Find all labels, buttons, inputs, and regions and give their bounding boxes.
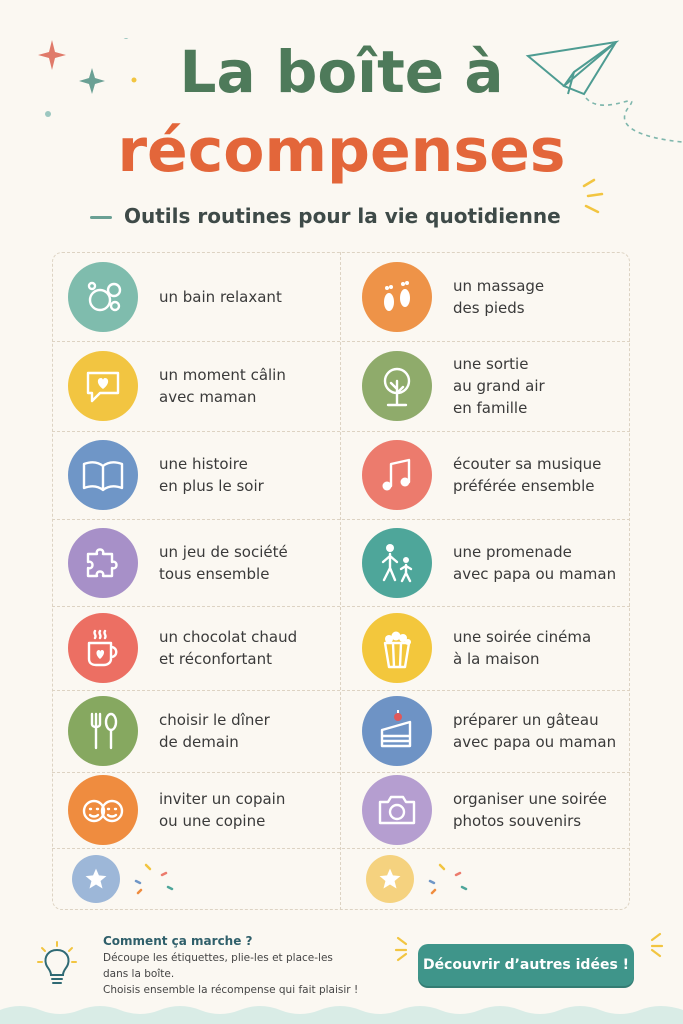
confetti-decoration xyxy=(132,863,182,901)
grid-divider xyxy=(340,252,341,910)
bubbles-icon xyxy=(68,262,138,332)
howto-title: Comment ça marche ? xyxy=(103,934,253,948)
mug-icon xyxy=(68,613,138,683)
subtitle-dash xyxy=(90,216,112,219)
star-icon xyxy=(366,855,414,903)
reward-label: choisir le dîner de demain xyxy=(159,711,270,751)
grid-row-divider xyxy=(52,772,630,773)
reward-label: une soirée cinéma à la maison xyxy=(453,628,592,668)
reward-label: écouter sa musique préférée ensemble xyxy=(453,455,602,495)
title-line-1: La boîte à xyxy=(179,38,504,106)
footprints-icon xyxy=(362,262,432,332)
reward-label: un jeu de société tous ensemble xyxy=(159,542,288,583)
reward-label: une histoire en plus le soir xyxy=(159,455,264,495)
howto-line-3: Choisis ensemble la récompense qui fait plaisir ! xyxy=(103,984,359,996)
reward-label: un chocolat chaud et réconfortant xyxy=(159,628,298,668)
confetti-decoration xyxy=(426,863,476,901)
friends-icon xyxy=(68,775,138,845)
grid-row-divider xyxy=(52,690,630,691)
book-icon xyxy=(68,440,138,510)
star-icon xyxy=(72,855,120,903)
footer-wave xyxy=(0,996,683,1024)
cta-sparkle-left xyxy=(394,934,416,962)
reward-label: une sortie au grand air en famille xyxy=(453,355,545,417)
reward-label: organiser une soirée photos souvenirs xyxy=(453,790,607,830)
reward-label: un moment câlin avec maman xyxy=(159,366,286,406)
camera-icon xyxy=(362,775,432,845)
lightbulb-icon xyxy=(34,940,80,990)
puzzle-icon xyxy=(68,528,138,598)
fork-spoon-icon xyxy=(68,696,138,766)
walking-family-icon xyxy=(362,528,432,598)
grid-row-divider xyxy=(52,431,630,432)
title-line-2: récompenses xyxy=(117,116,566,186)
grid-row-divider xyxy=(52,341,630,342)
reward-label: inviter un copain ou une copine xyxy=(159,790,286,830)
heart-bubble-icon xyxy=(68,351,138,421)
howto-line-1: Découpe les étiquettes, plie-les et place-les xyxy=(103,952,333,964)
reward-label: un massage des pieds xyxy=(453,276,545,317)
reward-label: une promenade avec papa ou maman xyxy=(453,542,617,583)
popcorn-icon xyxy=(362,613,432,683)
reward-label: préparer un gâteau avec papa ou maman xyxy=(453,711,617,751)
music-note-icon xyxy=(362,440,432,510)
tree-icon xyxy=(362,351,432,421)
grid-row-divider xyxy=(52,848,630,849)
grid-row-divider xyxy=(52,519,630,520)
subtitle: Outils routines pour la vie quotidienne xyxy=(124,204,561,228)
howto-line-2: dans la boîte. xyxy=(103,968,175,980)
grid-row-divider xyxy=(52,606,630,607)
cta-sparkle-right xyxy=(642,930,664,958)
cake-icon xyxy=(362,696,432,766)
discover-more-button[interactable]: Découvrir d’autres idées ! xyxy=(418,944,634,986)
reward-label: un bain relaxant xyxy=(159,287,282,306)
